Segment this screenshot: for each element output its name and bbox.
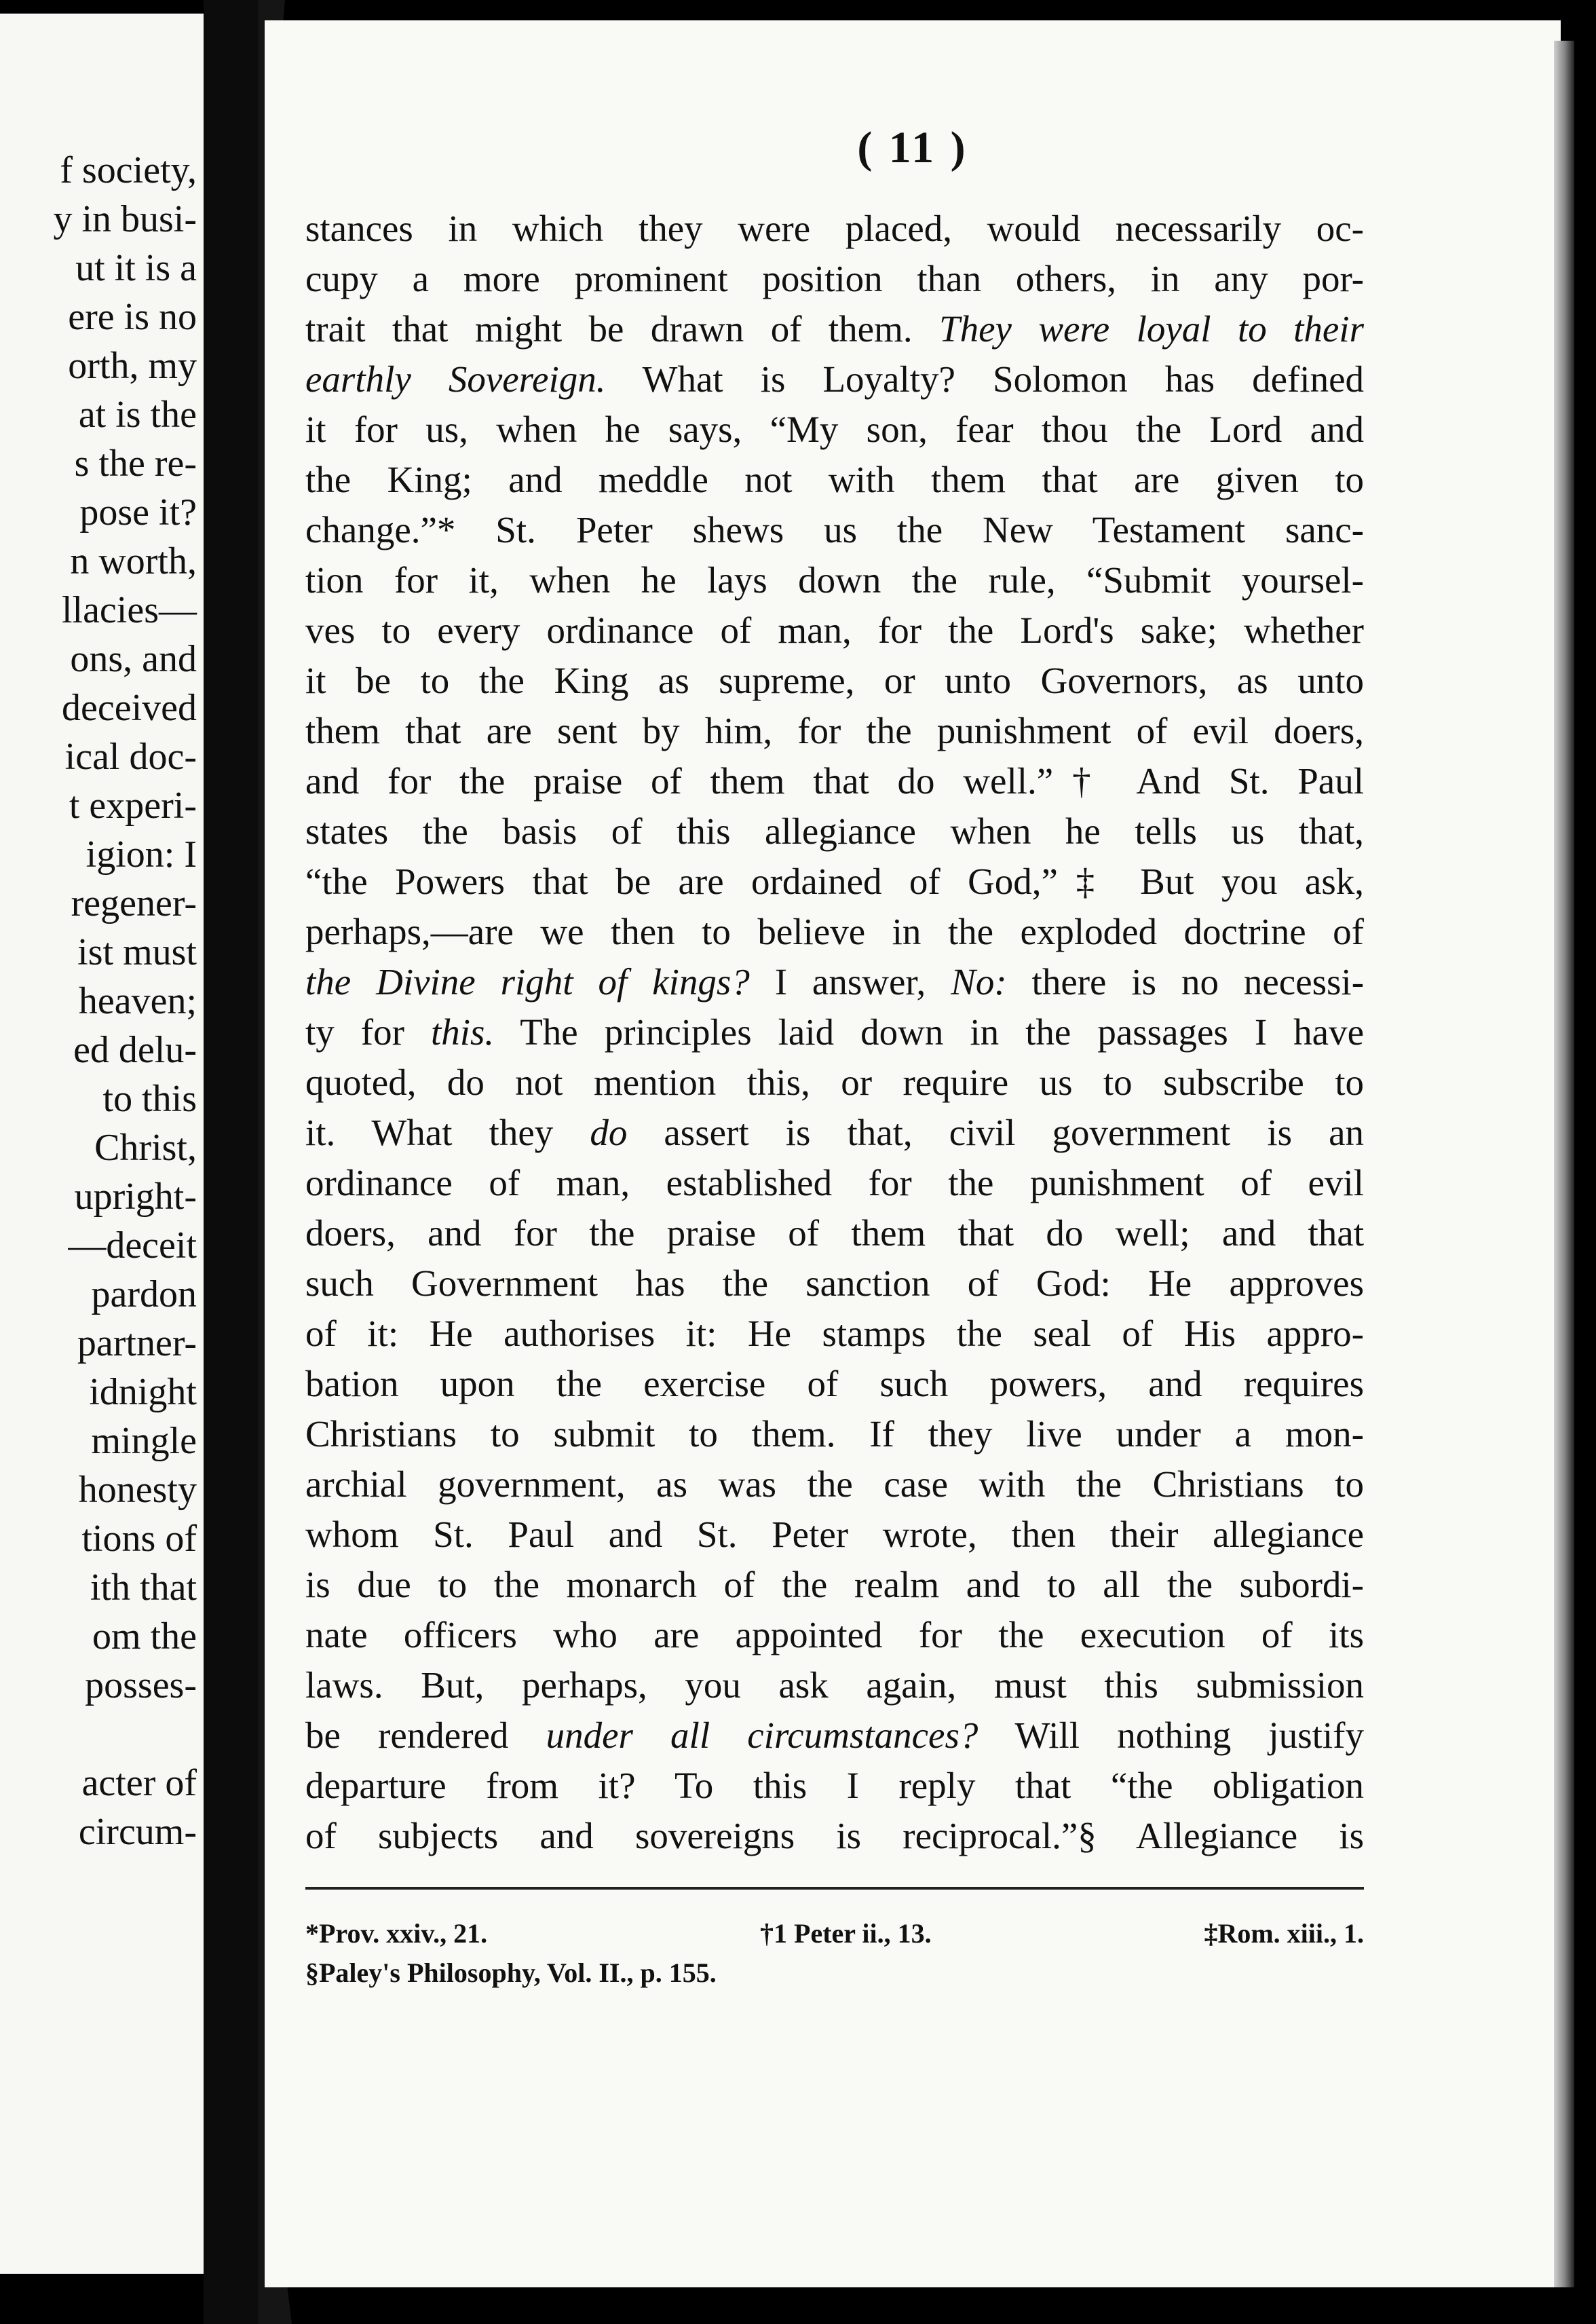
page-edge-shadow [1554,41,1574,2287]
text-line [305,555,1364,605]
footnote-prov: *Prov. xxiv., 21. [305,1918,488,1949]
text-run: I answer, [749,961,951,1002]
left-page-line: ed delu- [73,1029,197,1071]
left-page-line: y in busi- [53,198,197,240]
left-page-line: orth, my [68,345,197,387]
text-line [305,907,1364,957]
left-page-line: mingle [91,1420,197,1462]
text-run: departure from it? To this I reply that “the obligation [305,1765,1364,1806]
text-line [305,1208,1364,1258]
main-page [265,20,1561,2287]
text-line [305,505,1364,555]
text-line [305,1057,1364,1108]
text-line [305,204,1364,254]
left-page-line: f society, [60,149,197,191]
text-line [305,254,1364,304]
text-line [305,605,1364,656]
text-run: states the basis of this allegiance when he tells us that, [305,810,1364,852]
text-run: change.”* St. Peter shews us the New Testament sanc- [305,509,1364,550]
text-line [305,706,1364,756]
italic-run: earthly Sovereign. [305,358,606,400]
left-page-line: pardon [91,1273,197,1315]
text-line [305,1309,1364,1359]
left-page-line: pose it? [79,491,197,533]
left-page-line: partner- [77,1322,197,1364]
text-run: them that are sent by him, for the punishment of evil doers, [305,710,1364,751]
text-line [305,1560,1364,1610]
left-page-line: to this [102,1078,197,1120]
text-line [305,304,1364,354]
page-number: ( 11 ) [857,123,968,172]
text-run: stances in which they were placed, would necessarily oc- [305,208,1364,249]
italic-run: They were loyal to their [939,308,1364,350]
text-run: ordinance of man, established for the punishment of evil [305,1162,1364,1203]
footnote-rom: ‡Rom. xiii., 1. [1204,1918,1364,1949]
body-text [305,204,1364,1861]
text-line [305,1108,1364,1158]
text-run: trait that might be drawn of them. [305,308,940,350]
text-line [305,806,1364,857]
text-run: quoted, do not mention this, or require us to subscribe to [305,1062,1364,1103]
text-run: archial government, as was the case with the Christians to [305,1463,1364,1505]
text-line [305,354,1364,405]
book-gutter [204,0,265,2324]
footnote-paley: §Paley's Philosophy, Vol. II., p. 155. [305,1957,717,1988]
left-page-line: ons, and [70,638,197,680]
text-line [305,1710,1364,1761]
text-run: such Government has the sanction of God: He approves [305,1262,1364,1304]
text-run: laws. But, perhaps, you ask again, must this submission [305,1664,1364,1706]
footnote-peter: †1 Peter ii., 13. [760,1918,932,1949]
italic-run: this. [430,1011,495,1053]
text-run: Will nothing justify [978,1714,1364,1756]
footnote-rule [305,1887,1364,1890]
italic-run: No: [951,961,1007,1002]
left-page-line: acter of [81,1762,197,1804]
text-run: Christians to submit to them. If they live under a mon- [305,1413,1364,1455]
text-run: be rendered [305,1714,546,1756]
text-run: nate officers who are appointed for the execution of its [305,1614,1364,1655]
text-line [305,1007,1364,1057]
left-page-line: ere is no [68,296,197,338]
left-page-line: —deceit [68,1224,197,1267]
text-run: perhaps,—are we then to believe in the exploded doctrine of [305,911,1364,952]
italic-run: under all circumstances? [546,1714,978,1756]
left-page-line: honesty [78,1469,197,1511]
text-run: of subjects and sovereigns is reciprocal.”§ Allegiance is [305,1815,1364,1856]
left-page-line: ut it is a [75,247,197,289]
left-page-line: s the re- [74,443,197,485]
text-line [305,1459,1364,1510]
text-run: it for us, when he says, “My son, fear thou the Lord and [305,409,1364,450]
text-run: of it: He authorises it: He stamps the seal of His appro- [305,1313,1364,1354]
text-run: whom St. Paul and St. Peter wrote, then their allegiance [305,1514,1364,1555]
text-run: and for the praise of them that do well.”† And St. Paul [305,760,1364,802]
italic-run: the Divine right of kings? [305,961,750,1002]
left-page-line: ical doc- [64,736,197,778]
text-run: is due to the monarch of the realm and to all the subordi- [305,1564,1364,1605]
left-page-line: regener- [71,882,197,924]
left-page-line: heaven; [78,980,197,1022]
text-line [305,756,1364,806]
left-page-line: posses- [85,1664,197,1706]
text-line [305,1510,1364,1560]
text-line [305,1409,1364,1459]
left-page-line: deceived [62,687,197,729]
italic-run: do [590,1112,628,1153]
text-line [305,1258,1364,1309]
left-page-line: t experi- [69,785,197,827]
left-page-line: tions of [81,1518,197,1560]
footnote-row [305,1914,1364,1953]
left-page-line: Christ, [94,1127,197,1169]
left-page-line: ith that [90,1567,197,1609]
text-run: it. What they [305,1112,590,1153]
text-run: What is Loyalty? Solomon has defined [605,358,1364,400]
left-page-line: llacies— [61,589,197,631]
left-page-line: at is the [78,394,197,436]
left-page-line: ist must [77,931,197,973]
footnotes [305,1914,1364,1993]
text-line [305,405,1364,455]
left-page-line: idnight [89,1371,197,1413]
text-run: there is no necessi- [1006,961,1365,1002]
text-run: bation upon the exercise of such powers, and requires [305,1363,1364,1404]
text-line [305,1158,1364,1208]
text-line [305,455,1364,505]
text-line [305,1660,1364,1710]
text-line [305,1610,1364,1660]
text-run: “the Powers that be are ordained of God,”‡ But you ask, [305,861,1364,902]
text-run: tion for it, when he lays down the rule, “Submit yoursel- [305,559,1364,601]
text-run: ves to every ordinance of man, for the Lord's sake; whether [305,610,1364,651]
previous-page-fragment [0,14,204,2274]
text-run: it be to the King as supreme, or unto Governors, as unto [305,660,1364,701]
left-page-line: igion: I [86,833,197,876]
text-line [305,1761,1364,1811]
text-run: ty for [305,1011,431,1053]
left-page-line: om the [92,1615,197,1657]
text-line [305,857,1364,907]
text-run: cupy a more prominent position than others, in any por- [305,258,1364,299]
left-page-line: upright- [74,1176,197,1218]
text-run: doers, and for the praise of them that do well; and that [305,1212,1364,1254]
left-page-line: circum- [78,1811,197,1853]
text-line [305,656,1364,706]
text-run: the King; and meddle not with them that are given to [305,459,1364,500]
text-run: assert is that, civil government is an [627,1112,1364,1153]
text-line [305,1359,1364,1409]
text-line [305,1811,1364,1861]
left-page-line: n worth, [70,540,197,582]
text-run: The principles laid down in the passages I have [494,1011,1364,1053]
text-line [305,957,1364,1007]
